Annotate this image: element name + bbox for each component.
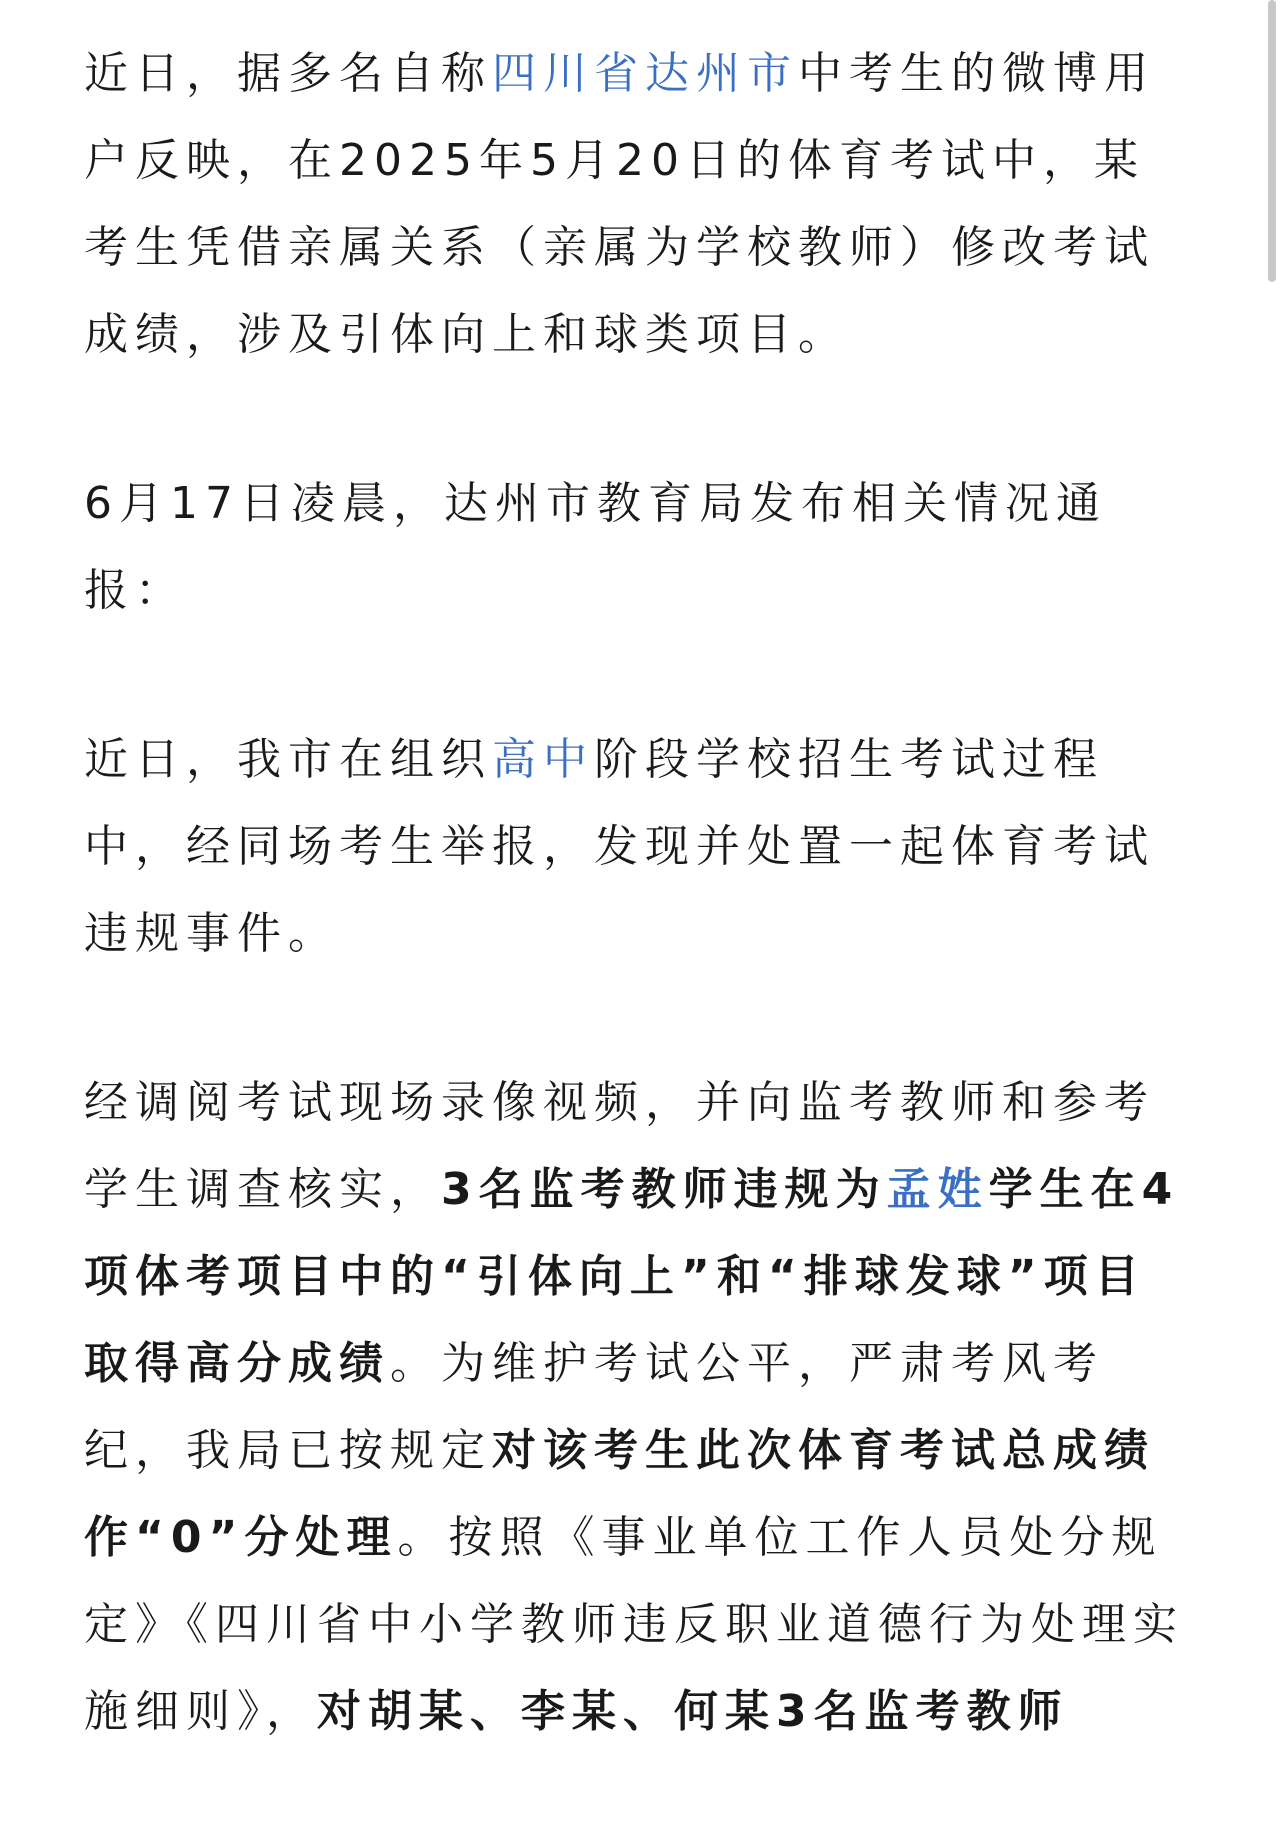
paragraph-2 [84, 460, 1194, 634]
vertical-scrollbar[interactable] [1268, 0, 1276, 282]
paragraph-text: 近日，我市在组织 [84, 734, 492, 785]
paragraph-text: 阶段学校招生考试过程中，经同场考生举报，发现并处置一起体育考试违规事件。 [84, 734, 1155, 959]
paragraph-text: 近日，据多名自称 [84, 48, 492, 99]
paragraph-bold-text: 对该考生此次体育考试总成绩作“0”分处理 [84, 1425, 1155, 1563]
link-high-school[interactable]: 高中 [492, 734, 594, 785]
article-body [84, 30, 1194, 1837]
link-meng-surname[interactable]: 孟姓 [886, 1164, 989, 1215]
link-sichuan-dazhou[interactable]: 四川省达州市 [492, 48, 798, 99]
paragraph-1 [84, 30, 1194, 378]
paragraph-text: 。按照《事业单位工作人员处分规定》《四川省中小学教师违反职业道德行为处理实施细则》， [84, 1512, 1184, 1737]
paragraph-text: 经调阅考试现场录像视频，并向监考教师和参考学生调查核实， [84, 1077, 1155, 1215]
paragraph-text: 。为维护考试公平，严肃考风考纪，我局已按规定 [84, 1338, 1104, 1476]
paragraph-bold-text: 对胡某、李某、何某3名监考教师 [317, 1686, 1069, 1737]
paragraph-bold-text: 学生在4项体考项目中的“引体向上”和“排球发球”项目取得高分成绩 [84, 1164, 1180, 1389]
paragraph-bold-text: 3名监考教师违规为 [441, 1164, 887, 1215]
paragraph-text: 中考生的微博用户反映，在2025年5月20日的体育考试中，某考生凭借亲属关系（亲属为学校教师）修改考试成绩，涉及引体向上和球类项目。 [84, 48, 1155, 360]
paragraph-4 [84, 1059, 1194, 1755]
paragraph-text: 6月17日凌晨，达州市教育局发布相关情况通报： [84, 478, 1107, 616]
paragraph-3 [84, 716, 1194, 977]
